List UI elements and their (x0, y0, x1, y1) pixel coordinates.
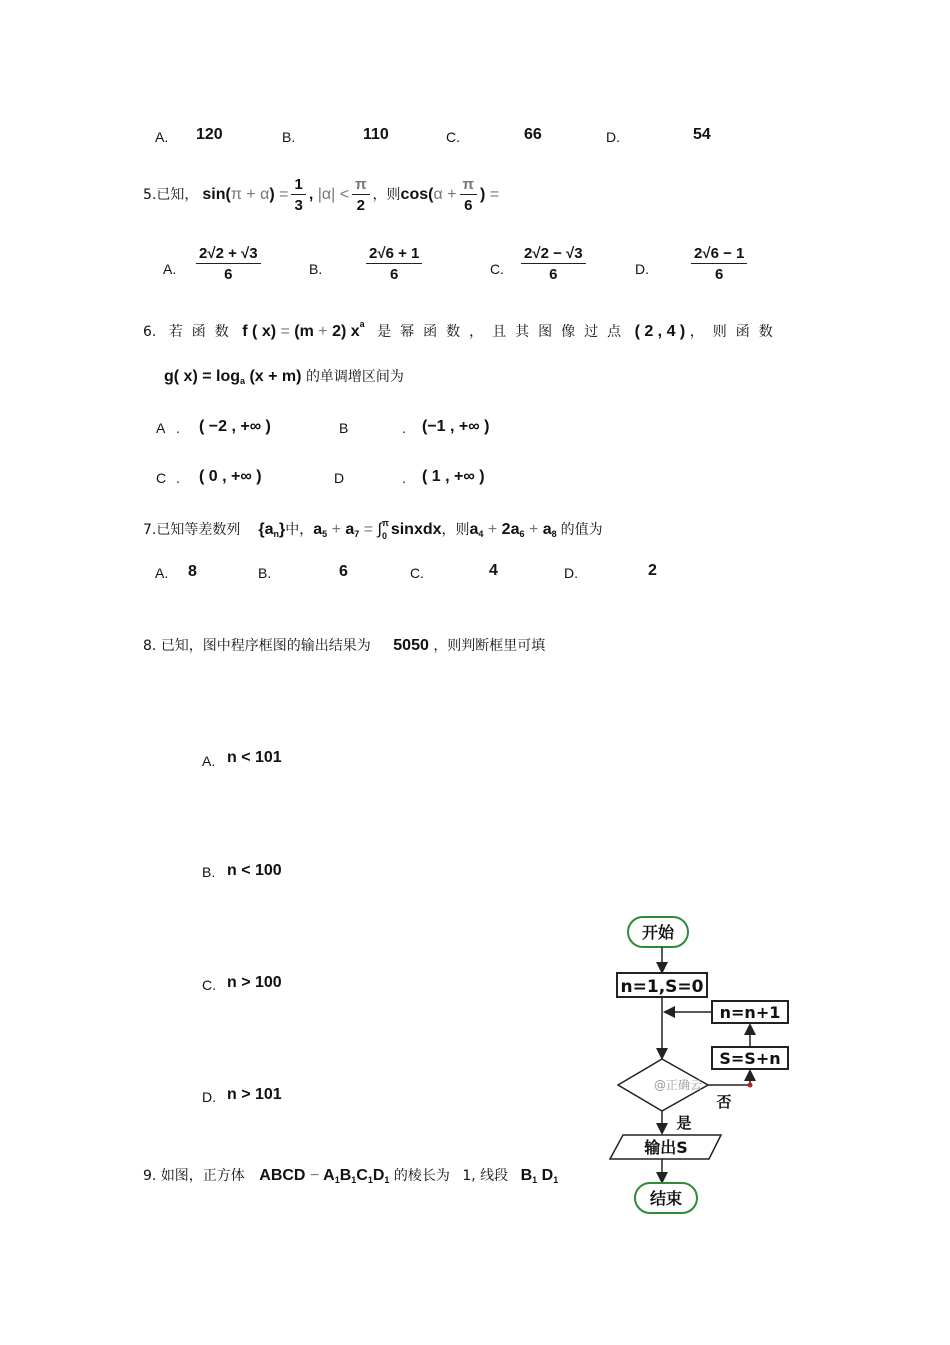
q5-option-b-denominator: 6 (390, 266, 399, 283)
q6-option-c-value: ( 0 , +∞ ) (199, 468, 262, 485)
q4-option-c-label: C. (446, 129, 460, 145)
q6-option-b-label: B (339, 420, 349, 436)
q7-prefix: 已知等差数列 (156, 522, 241, 538)
q7-option-b-label: B. (258, 565, 272, 581)
q5-option-d-label: D. (635, 261, 649, 277)
q6-stem-line1 (143, 320, 782, 340)
q8-suffix: ，则判断框里可填 (433, 638, 546, 654)
q9-segment-label: 线段 (480, 1168, 509, 1184)
q5-option-d-fraction (691, 246, 747, 282)
q4-option-d-value: 54 (693, 126, 711, 143)
q7-target-expr: $a_4 + 2a_6 + a_8$ (469, 520, 557, 539)
q5-option-a-denominator: 6 (224, 266, 233, 283)
q7-number: 7. (143, 522, 157, 538)
q5-option-c-fraction (521, 246, 586, 282)
q7-option-a-label: A. (155, 565, 169, 581)
q5-number: 5. (143, 187, 157, 203)
q6-option-a-label: A (156, 420, 166, 436)
q6-option-d-value: ( 1 , +∞ ) (422, 468, 485, 485)
q5-option-d-denominator: 6 (715, 266, 724, 283)
q5-fraction-pi-sixth: $\frac{\pi}{6}$ (460, 177, 477, 213)
q6-option-c-label: C (156, 470, 167, 486)
q5-sin-expr: sin(π + α) = (202, 186, 289, 203)
flowchart-junction-dot (748, 1083, 753, 1088)
q5-cos-expr: cos(α + (400, 186, 457, 203)
q7-sequence: $\{a_n\}$ (258, 520, 286, 539)
q4-option-a-value: 120 (196, 126, 223, 143)
q6-middle: 是幂函数，且其图像过点 (377, 324, 631, 340)
flowchart-no-label: 否 (716, 1093, 732, 1111)
q5-option-c-numerator: 2√2 − √3 (521, 246, 586, 264)
q4-option-b-label: B. (282, 129, 296, 145)
q5-option-a-numerator: 2√2 + √3 (196, 246, 261, 264)
q7-stem (143, 513, 603, 547)
q6-then: ，则函数 (689, 324, 782, 340)
flowchart-init-text: n=1,S=0 (620, 977, 704, 997)
q5-option-b-numerator: 2√6 + 1 (366, 246, 422, 264)
q8-option-d-value: n > 101 (227, 1086, 282, 1103)
flowchart-start-text: 开始 (641, 923, 675, 942)
q6-power-func: f ( x) = (m + 2) $x^a$ (242, 319, 365, 340)
q4-option-a-label: A. (155, 129, 169, 145)
q5-option-d-numerator: 2√6 − 1 (691, 246, 747, 264)
q8-option-b-label: B. (202, 864, 216, 880)
q8-option-c-label: C. (202, 977, 216, 993)
q8-number: 8. (143, 638, 157, 654)
program-flowchart (600, 905, 800, 1220)
q5-prefix: 已知， (156, 187, 199, 203)
q7-option-a-value: 8 (188, 563, 197, 580)
q5-cos-close: ) = (479, 186, 500, 203)
q7-option-c-value: 4 (489, 562, 498, 579)
q9-prefix: 如图，正方体 (160, 1168, 245, 1184)
q8-prefix: 已知，图中程序框图的输出结果为 (160, 638, 371, 654)
q9-stem (143, 1168, 558, 1185)
q8-option-c-value: n > 100 (227, 974, 282, 991)
q6-option-a-value: ( −2 , +∞ ) (199, 418, 271, 435)
q5-option-c-label: C. (490, 261, 504, 277)
q9-cube-name: ABCD − $A_1B_1C_1D_1$ (259, 1167, 390, 1185)
flowchart-yes-label: 是 (676, 1114, 692, 1132)
q7-option-d-value: 2 (648, 562, 657, 579)
q8-option-b-value: n < 100 (227, 862, 282, 879)
q6-option-b-value: (−1 , +∞ ) (422, 418, 490, 435)
q5-fraction-one-third: $\frac{1}{3}$ (291, 177, 305, 213)
q6-log-arg: (x + m) (245, 368, 302, 385)
flowchart-increment-text: n=n+1 (719, 1003, 781, 1022)
q5-option-b-label: B. (309, 261, 323, 277)
q9-segment: $B_1$ $D_1$ (520, 1167, 559, 1185)
q7-option-b-value: 6 (339, 563, 348, 580)
q8-option-d-label: D. (202, 1089, 216, 1105)
q6-log-func: g( x) = log (164, 368, 240, 385)
q7-condition: $a_5 + a_7$ = ∫ π 0 sinxdx (313, 518, 442, 541)
q5-then: ，则 (372, 187, 401, 203)
q5-option-b-fraction (366, 246, 422, 282)
q6-option-d-label: D (334, 470, 345, 486)
q9-length: 1, (462, 1168, 476, 1184)
q4-option-b-value: 110 (363, 126, 389, 143)
q6-option-c-dot: . (176, 470, 180, 486)
q8-option-a-label: A. (202, 753, 216, 769)
q9-middle: 的棱长为 (393, 1168, 450, 1184)
q7-middle: 中， (285, 522, 314, 538)
q7-suffix: 的值为 (560, 522, 603, 538)
q6-option-b-dot: . (402, 420, 406, 436)
q8-stem (143, 638, 545, 654)
flowchart-arrow-no-branch (708, 1072, 750, 1085)
q9-number: 9. (143, 1168, 157, 1184)
q6-option-d-dot: . (402, 470, 406, 486)
flowchart-output-text: 输出S (644, 1138, 688, 1157)
q6-option-a-dot: . (176, 420, 180, 436)
q7-option-d-label: D. (564, 565, 578, 581)
q6-suffix: 的单调增区间为 (305, 369, 404, 385)
q7-then: ，则 (441, 522, 470, 538)
q5-fraction-pi-half: $\frac{\pi}{2}$ (352, 177, 369, 213)
q6-prefix: 若函数 (168, 324, 238, 340)
q7-option-c-label: C. (410, 565, 424, 581)
q4-option-d-label: D. (606, 129, 620, 145)
q6-log-base: a (240, 376, 246, 386)
q6-stem-line2 (164, 369, 404, 386)
q5-option-a-fraction (196, 246, 261, 282)
q5-alpha-cond: , |α| < (308, 186, 350, 203)
q8-output-value: 5050 (393, 637, 429, 654)
q5-option-a-label: A. (163, 261, 177, 277)
q8-option-a-value: n < 101 (227, 749, 282, 766)
q6-number: 6. (143, 324, 157, 340)
q5-option-c-denominator: 6 (549, 266, 558, 283)
q6-point: ( 2 , 4 ) (634, 323, 686, 340)
q4-option-c-value: 66 (524, 126, 542, 143)
flowchart-accumulate-text: S=S+n (719, 1049, 781, 1068)
q5-stem (143, 170, 499, 220)
flowchart-condition-text: @正确云 (653, 1078, 703, 1092)
flowchart-end-text: 结束 (649, 1189, 683, 1208)
